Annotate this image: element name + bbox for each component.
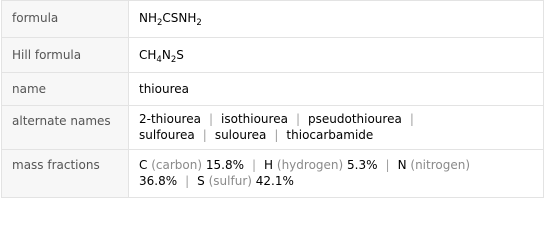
alternate-name: sulfourea: [139, 128, 195, 142]
element-symbol: H: [264, 158, 274, 172]
mass-fractions-line-2: [139, 174, 294, 188]
element-percent: 42.1%: [255, 174, 294, 188]
alternate-name: isothiourea: [221, 112, 288, 126]
element-name: (hydrogen): [276, 158, 344, 172]
row-label-cell: [2, 38, 129, 72]
separator: |: [185, 174, 190, 188]
separator: |: [409, 112, 414, 126]
formula-part: N: [161, 48, 171, 62]
row-value-cell: [129, 106, 543, 149]
row-label-cell: [2, 1, 129, 37]
separator: |: [274, 128, 279, 142]
separator: |: [208, 112, 214, 126]
alternate-names-line-1: [139, 112, 422, 126]
formula-value: [139, 11, 202, 28]
mass-fractions-line-1: [139, 158, 470, 172]
separator: |: [385, 158, 390, 172]
element-percent: 15.8%: [205, 158, 244, 172]
row-alternate-names: [2, 105, 543, 149]
element-symbol: C: [139, 158, 148, 172]
separator: |: [202, 128, 207, 142]
formula-subscript: 2: [196, 18, 202, 28]
name-label: name: [12, 82, 47, 96]
mass-fractions-label: mass fractions: [12, 158, 100, 172]
formula-part: CH: [139, 48, 157, 62]
separator: |: [251, 158, 257, 172]
element-name: (nitrogen): [410, 158, 471, 172]
element-percent: 5.3%: [347, 158, 378, 172]
separator: |: [295, 112, 300, 126]
formula-part: CSNH: [162, 11, 197, 25]
row-hill-formula: [2, 37, 543, 72]
formula-subscript: 2: [170, 55, 177, 65]
alternate-name: pseudothiourea: [308, 112, 402, 126]
row-formula: [2, 1, 543, 37]
element-symbol: N: [397, 158, 407, 172]
row-value-cell: [129, 73, 543, 105]
row-name: [2, 72, 543, 105]
row-value-cell: [129, 1, 543, 37]
row-value-cell: [129, 38, 543, 72]
element-symbol: S: [197, 174, 205, 188]
alternate-names-label: alternate names: [12, 114, 111, 128]
element-percent: 36.8%: [139, 174, 178, 188]
row-label-cell: [2, 73, 129, 105]
name-value: thiourea: [139, 82, 189, 96]
element-name: (carbon): [151, 158, 203, 172]
formula-part: S: [176, 48, 184, 62]
properties-table: [1, 0, 544, 198]
alternate-name: 2-thiourea: [139, 112, 201, 126]
alternate-name: sulourea: [214, 128, 267, 142]
hill-formula-value: [139, 48, 184, 65]
formula-part: NH: [139, 11, 157, 25]
formula-subscript: 2: [157, 18, 163, 28]
row-value-cell: [129, 150, 543, 197]
row-mass-fractions: [2, 149, 543, 197]
hill-formula-label: Hill formula: [12, 48, 82, 62]
row-label-cell: [2, 106, 129, 149]
alternate-name: thiocarbamide: [286, 128, 374, 142]
row-label-cell: [2, 150, 129, 197]
alternate-names-line-2: [139, 128, 373, 142]
formula-subscript: 4: [156, 55, 162, 65]
formula-label: formula: [12, 11, 59, 25]
element-name: (sulfur): [208, 174, 252, 188]
